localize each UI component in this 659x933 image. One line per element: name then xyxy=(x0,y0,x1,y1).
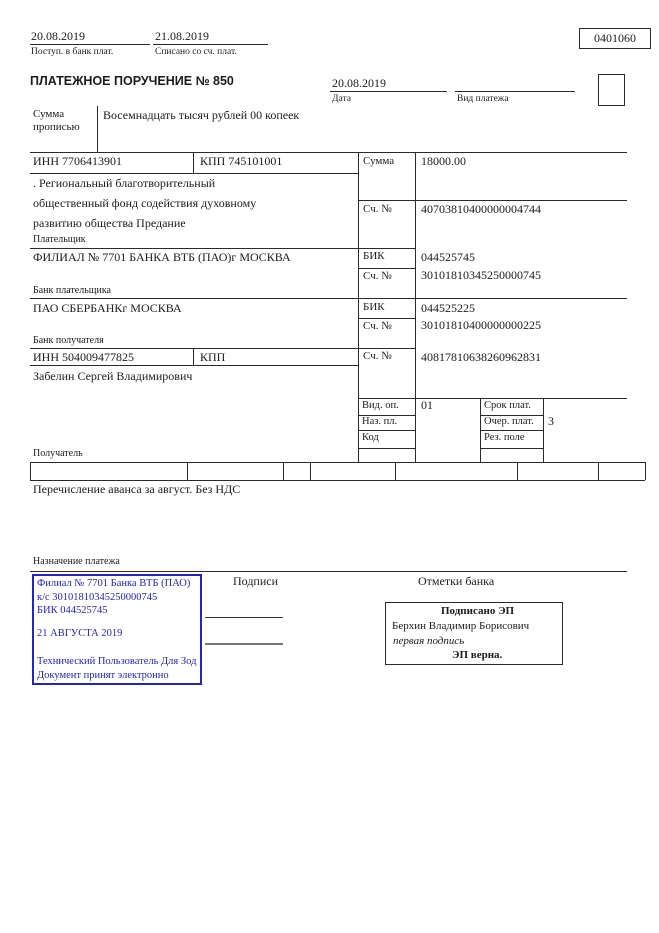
payment-kind-label: Вид платежа xyxy=(457,94,509,104)
divider xyxy=(543,398,544,462)
stamp-line: Документ принят электронно xyxy=(37,670,169,681)
debited-date: 21.08.2019 xyxy=(155,29,209,43)
divider xyxy=(187,462,188,480)
amount-words-label-2: прописью xyxy=(33,121,80,133)
op-purpose-label: Наз. пл. xyxy=(362,416,398,427)
divider xyxy=(455,91,575,92)
payment-purpose-label: Назначение платежа xyxy=(33,556,120,567)
stamp-line: БИК 044525745 xyxy=(37,605,108,616)
payee-bank-bik-label: БИК xyxy=(363,301,385,313)
divider xyxy=(480,448,543,449)
divider xyxy=(30,365,358,366)
document-date: 20.08.2019 xyxy=(332,76,386,90)
payer-bank-section-label: Банк плательщика xyxy=(33,285,111,296)
form-code-box xyxy=(579,28,651,49)
payer-name-line: развитию общества Предание xyxy=(33,216,186,230)
op-type-label: Вид. оп. xyxy=(362,400,399,411)
amount-words-value: Восемнадцать тысяч рублей 00 копеек xyxy=(103,108,300,122)
divider xyxy=(358,318,415,319)
divider xyxy=(283,462,284,480)
received-in-bank-date: 20.08.2019 xyxy=(31,29,85,43)
divider xyxy=(30,462,645,463)
payment-kind-box xyxy=(598,74,625,106)
divider xyxy=(30,571,627,572)
payee-bank-account: 30101810400000000225 xyxy=(421,318,541,332)
op-reserve-label: Рез. поле xyxy=(484,432,525,443)
divider xyxy=(645,462,646,480)
date-label: Дата xyxy=(332,94,351,104)
divider xyxy=(480,398,481,462)
sum-label: Сумма xyxy=(363,155,395,167)
divider xyxy=(30,480,645,481)
amount-words-label-1: Сумма xyxy=(33,108,65,120)
payer-account: 40703810400000004744 xyxy=(421,202,541,216)
received-in-bank-label: Поступ. в банк плат. xyxy=(31,47,114,57)
divider xyxy=(97,106,98,152)
payer-bank-account: 30101810345250000745 xyxy=(421,268,541,282)
document-title: ПЛАТЕЖНОЕ ПОРУЧЕНИЕ № 850 xyxy=(30,74,234,88)
divider xyxy=(358,152,359,462)
signature-line xyxy=(205,643,283,645)
payer-bank-bik-label: БИК xyxy=(363,250,385,262)
divider xyxy=(30,44,150,45)
divider xyxy=(30,462,31,480)
stamp-line: Филиал № 7701 Банка ВТБ (ПАО) xyxy=(37,578,191,589)
payee-account: 40817810638260962831 xyxy=(421,350,541,364)
op-type-value: 01 xyxy=(421,398,433,412)
divider xyxy=(153,44,268,45)
payer-bank-account-label: Сч. № xyxy=(363,270,392,282)
divider xyxy=(193,152,194,173)
signatures-label: Подписи xyxy=(233,574,279,588)
payee-section-label: Получатель xyxy=(33,448,83,459)
bank-marks-label: Отметки банка xyxy=(418,574,495,588)
payee-inn: ИНН 504009477825 xyxy=(33,350,134,364)
signature-line xyxy=(205,617,283,618)
sum-value: 18000.00 xyxy=(421,154,466,168)
stamp-line: к/с 30101810345250000745 xyxy=(37,592,158,603)
payer-bank-name: ФИЛИАЛ № 7701 БАНКА ВТБ (ПАО)г МОСКВА xyxy=(33,250,291,264)
payer-bank-bik: 044525745 xyxy=(421,250,475,264)
divider xyxy=(358,268,415,269)
op-code-label: Код xyxy=(362,432,379,443)
stamp-line: Технический Пользователь Для Зод xyxy=(37,656,197,667)
divider xyxy=(358,200,627,201)
divider xyxy=(480,430,543,431)
payee-bank-section-label: Банк получателя xyxy=(33,335,104,346)
divider xyxy=(358,448,415,449)
divider xyxy=(193,348,194,365)
payment-purpose-text: Перечисление аванса за август. Без НДС xyxy=(33,482,241,496)
payee-bank-account-label: Сч. № xyxy=(363,320,392,332)
divider xyxy=(358,398,627,399)
payer-kpp: КПП 745101001 xyxy=(200,154,283,168)
divider xyxy=(30,173,358,174)
payee-bank-bik: 044525225 xyxy=(421,301,475,315)
op-term-label: Срок плат. xyxy=(484,400,531,411)
debited-label: Списано со сч. плат. xyxy=(155,47,237,57)
divider xyxy=(30,298,627,299)
op-order-label: Очер. плат. xyxy=(484,416,534,427)
payer-section-label: Плательщик xyxy=(33,234,86,245)
stamp-line: 21 АВГУСТА 2019 xyxy=(37,628,123,639)
payer-name-line: . Региональный благотворительный xyxy=(33,176,216,190)
divider xyxy=(517,462,518,480)
divider xyxy=(310,462,311,480)
payee-kpp: КПП xyxy=(200,350,226,364)
divider xyxy=(330,91,447,92)
payee-account-label: Сч. № xyxy=(363,350,392,362)
payer-inn: ИНН 7706413901 xyxy=(33,154,122,168)
esign-verified: ЭП верна. xyxy=(452,649,503,661)
payer-name-line: общественный фонд содействия духовному xyxy=(33,196,257,210)
form-code: 0401060 xyxy=(594,31,636,45)
esign-title: Подписано ЭП xyxy=(441,605,515,617)
divider xyxy=(598,462,599,480)
divider xyxy=(358,430,415,431)
divider xyxy=(30,152,627,153)
esign-signature-kind: первая подпись xyxy=(393,635,465,647)
payee-bank-name: ПАО СБЕРБАНКг МОСКВА xyxy=(33,301,182,315)
esign-signer-name: Берхин Владимир Борисович xyxy=(392,620,530,632)
op-order-value: 3 xyxy=(548,414,554,428)
payer-account-label: Сч. № xyxy=(363,203,392,215)
divider xyxy=(395,462,396,480)
payee-name: Забелин Сергей Владимирович xyxy=(33,369,193,383)
divider xyxy=(415,152,416,462)
